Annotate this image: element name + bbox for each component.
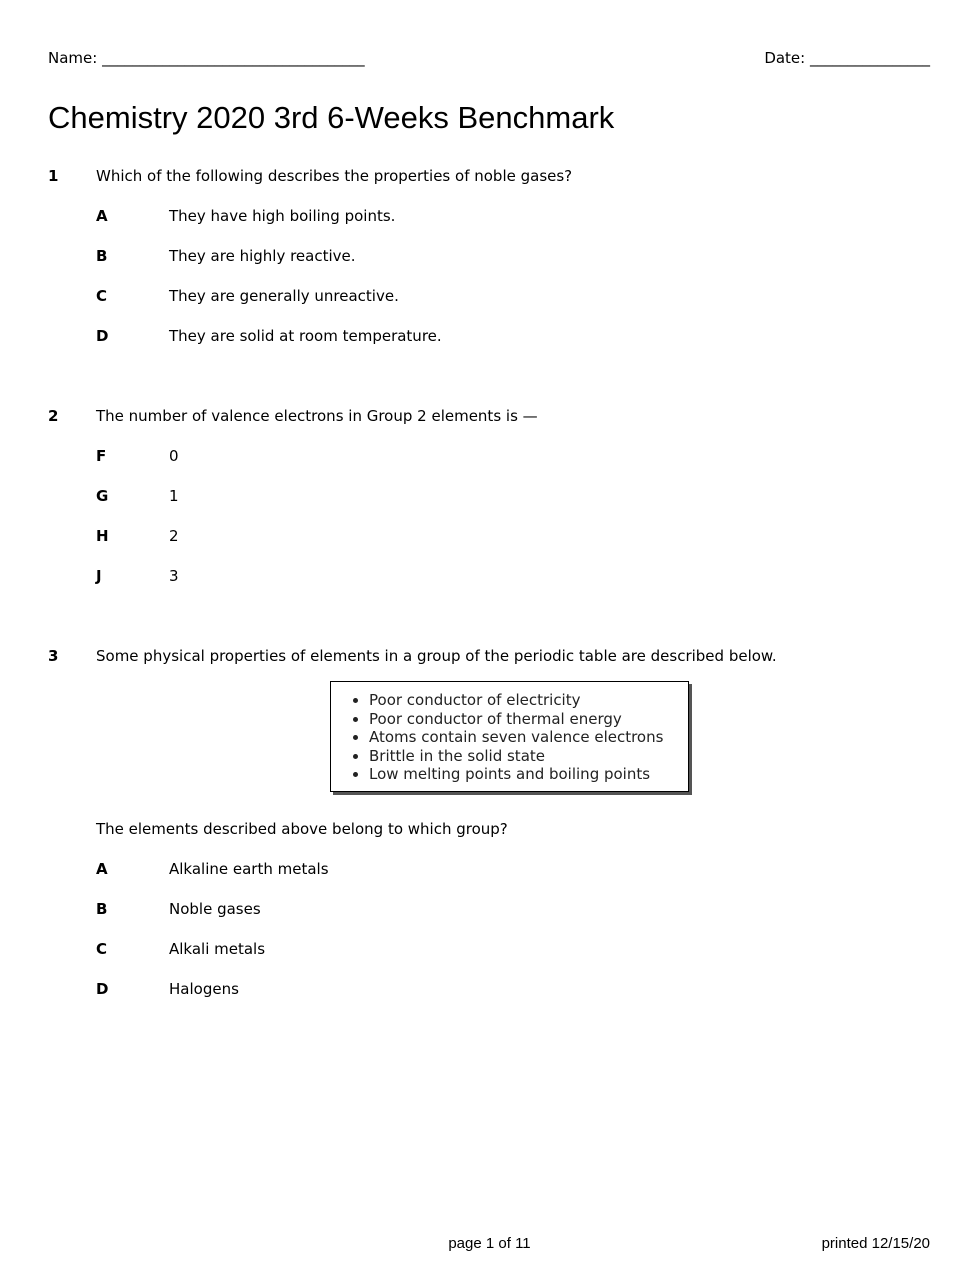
option-text: 3 (169, 567, 179, 585)
followup-question: The elements described above belong to which group? (96, 820, 508, 838)
option-letter: F (96, 447, 107, 465)
option-letter: A (96, 207, 108, 225)
printed-date: printed 12/15/20 (821, 1235, 930, 1252)
option-text: Alkali metals (169, 940, 266, 958)
question-number: 3 (48, 647, 59, 665)
option-letter: D (96, 327, 109, 345)
question-text: Which of the following describes the properties of noble gases? (96, 167, 573, 185)
option-text: They are generally unreactive. (169, 287, 399, 305)
property-item: • Poor conductor of thermal energy (369, 710, 688, 729)
option-text: 0 (169, 447, 179, 465)
property-item: • Poor conductor of electricity (369, 691, 688, 710)
option-letter: C (96, 940, 108, 958)
option-text: 1 (169, 487, 179, 505)
question-number: 2 (48, 407, 59, 425)
option-text: They are highly reactive. (169, 247, 356, 265)
option-letter: G (96, 487, 109, 505)
property-item: • Atoms contain seven valence electrons (369, 728, 688, 747)
option-letter: H (96, 527, 109, 545)
option-letter: D (96, 980, 109, 998)
option-text: They are solid at room temperature. (169, 327, 442, 345)
page-title: Chemistry 2020 3rd 6-Weeks Benchmark (48, 100, 615, 135)
option-text: Alkaline earth metals (169, 860, 329, 878)
property-item: • Low melting points and boiling points (369, 765, 688, 784)
question-text: Some physical properties of elements in a group of the periodic table are described below. (96, 647, 777, 665)
properties-list (331, 682, 688, 784)
option-letter: J (96, 567, 102, 585)
property-item: • Brittle in the solid state (369, 747, 688, 766)
date-field: Date: ________________ (764, 49, 930, 67)
option-letter: B (96, 247, 108, 265)
option-letter: B (96, 900, 108, 918)
question-text: The number of valence electrons in Group 2 elements is — (96, 407, 538, 425)
page-number: page 1 of 11 (448, 1235, 531, 1252)
option-letter: C (96, 287, 108, 305)
option-text: Halogens (169, 980, 239, 998)
option-letter: A (96, 860, 108, 878)
option-text: 2 (169, 527, 179, 545)
properties-box (330, 681, 689, 792)
question-number: 1 (48, 167, 59, 185)
option-text: Noble gases (169, 900, 261, 918)
name-field: Name: ___________________________________ (48, 49, 365, 67)
option-text: They have high boiling points. (169, 207, 396, 225)
